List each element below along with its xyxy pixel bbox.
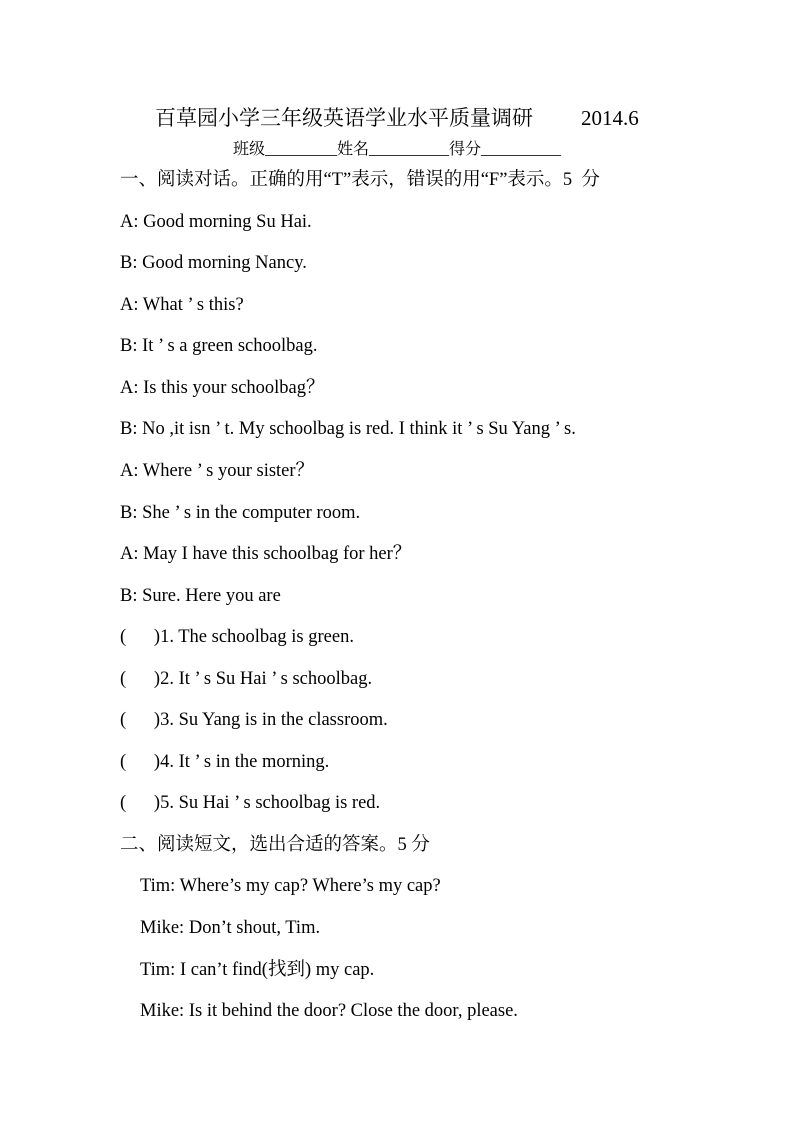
speaker-label: Tim: xyxy=(140,876,176,897)
passage-line xyxy=(120,991,760,1033)
exam-date: 2014.6 xyxy=(581,106,639,130)
question-item xyxy=(120,742,760,784)
speaker-label: B: xyxy=(120,336,138,357)
student-info-line: 班级_________姓名__________得分__________ xyxy=(233,141,562,158)
dialogue-line xyxy=(120,493,760,535)
section-1-heading-text: 一、阅读对话。正确的用“T”表示，错误的用“F”表示。5 分 xyxy=(120,170,600,191)
speaker-label: A: xyxy=(120,294,139,315)
question-text: 5. Su Hai ’ s schoolbag is red. xyxy=(160,793,381,814)
answer-blank: ( ) xyxy=(120,793,161,814)
speaker-label: B: xyxy=(120,419,138,440)
section-2-heading-text: 二、阅读短文，选出合适的答案。5 分 xyxy=(120,834,430,855)
section-2-heading xyxy=(120,825,760,867)
question-item xyxy=(120,659,760,701)
answer-blank: ( ) xyxy=(120,668,161,689)
speaker-label: B: xyxy=(120,253,138,274)
dialogue-line xyxy=(120,285,760,327)
dialogue-line xyxy=(120,534,760,576)
question-item xyxy=(120,783,760,825)
passage-text: Where’s my cap? Where’s my cap? xyxy=(179,876,441,897)
passage-line xyxy=(120,866,760,908)
question-text: 2. It ’ s Su Hai ’ s schoolbag. xyxy=(160,668,373,689)
passage-line xyxy=(120,908,760,950)
dialogue-line xyxy=(120,576,760,618)
answer-blank: ( ) xyxy=(120,710,161,731)
speaker-label: A: xyxy=(120,544,139,565)
speaker-label: B: xyxy=(120,585,138,606)
question-text: 4. It ’ s in the morning. xyxy=(160,751,330,772)
dialogue-text: It ’ s a green schoolbag. xyxy=(142,336,318,357)
dialogue-text: She ’ s in the computer room. xyxy=(142,502,361,523)
speaker-label: A: xyxy=(120,377,139,398)
speaker-label: Tim: xyxy=(140,959,176,980)
exam-header xyxy=(155,103,655,133)
dialogue-line xyxy=(120,409,760,451)
answer-blank: ( ) xyxy=(120,627,161,648)
question-text: 1. The schoolbag is green. xyxy=(160,627,354,648)
dialogue-text: Good morning Su Hai. xyxy=(143,211,312,232)
dialogue-line xyxy=(120,368,760,410)
dialogue-line xyxy=(120,451,760,493)
speaker-label: Mike: xyxy=(140,918,185,939)
speaker-label: B: xyxy=(120,502,138,523)
speaker-label: A: xyxy=(120,461,139,482)
question-item xyxy=(120,700,760,742)
dialogue-text: Where ’ s your sister？ xyxy=(142,461,315,482)
dialogue-text: May I have this schoolbag for her？ xyxy=(143,544,412,565)
question-item xyxy=(120,617,760,659)
dialogue-text: Sure. Here you are xyxy=(142,585,281,606)
dialogue-text: No ,it isn ’ t. My schoolbag is red. I think it ’ s Su Yang ’ s. xyxy=(142,419,576,440)
passage-text: I can’t find(找到) my cap. xyxy=(179,959,375,980)
speaker-label: A: xyxy=(120,211,139,232)
dialogue-text: Is this your schoolbag？ xyxy=(143,377,325,398)
dialogue-text: Good morning Nancy. xyxy=(142,253,307,274)
passage-text: Is it behind the door? Close the door, please. xyxy=(188,1001,518,1022)
exam-title: 百草园小学三年级英语学业水平质量调研 xyxy=(155,106,533,130)
dialogue-line xyxy=(120,243,760,285)
section-1-heading xyxy=(120,160,760,202)
dialogue-line xyxy=(120,202,760,244)
passage-line xyxy=(120,950,760,992)
dialogue-line xyxy=(120,326,760,368)
answer-blank: ( ) xyxy=(120,751,161,772)
speaker-label: Mike: xyxy=(140,1001,185,1022)
passage-text: Don’t shout, Tim. xyxy=(188,918,321,939)
exam-content xyxy=(120,160,760,1032)
question-text: 3. Su Yang is in the classroom. xyxy=(160,710,388,731)
dialogue-text: What ’ s this? xyxy=(142,294,244,315)
